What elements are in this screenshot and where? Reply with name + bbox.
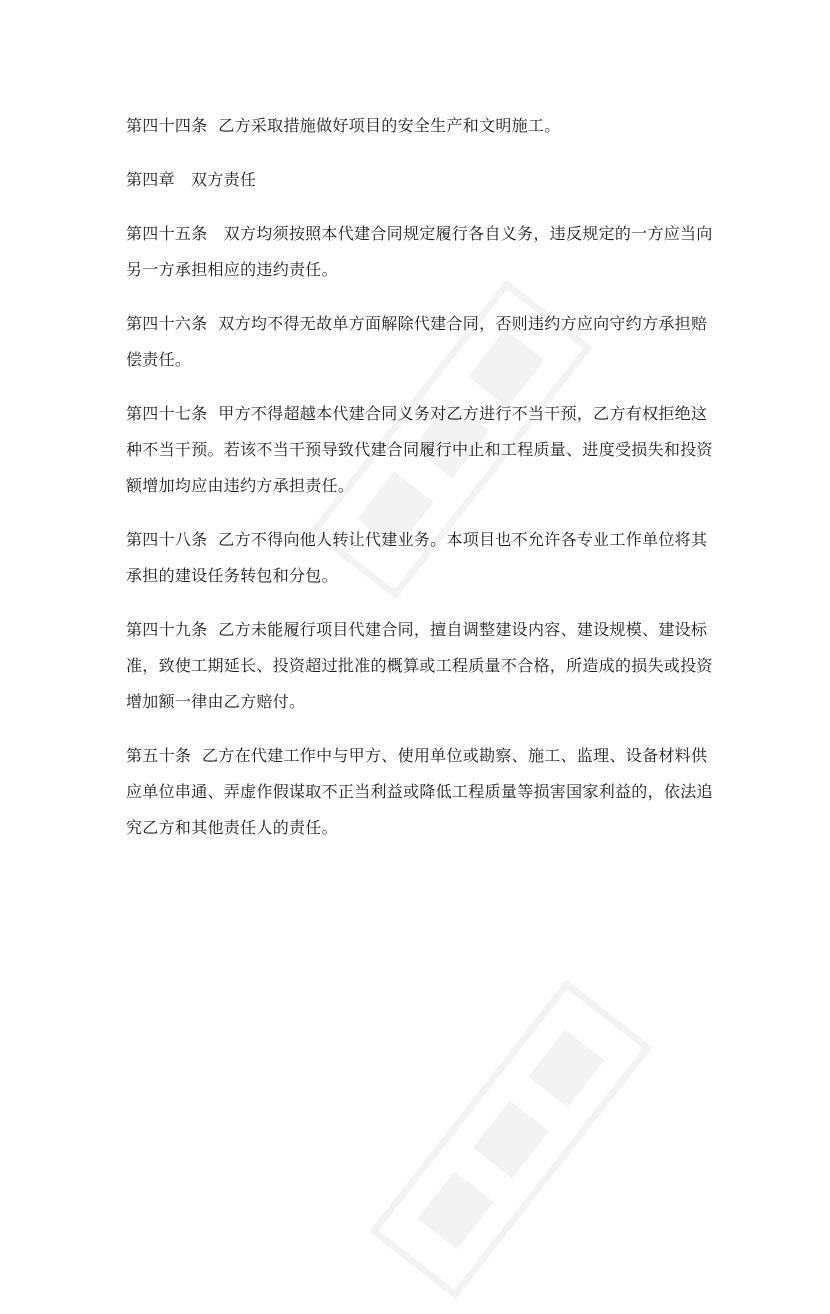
article-44: 第四十四条 乙方采取措施做好项目的安全生产和文明施工。 bbox=[126, 116, 561, 135]
article-46: 第四十六条 双方均不得无故单方面解除代建合同，否则违约方应向守约方承担赔偿责任。 bbox=[126, 314, 708, 369]
article-49: 第四十九条 乙方未能履行项目代建合同，擅自调整建设内容、建设规模、建设标准，致使工期延长、投资超过批准的概算或工程质量不合格，所造成的损失或投资增加额一律由乙方赔付。 bbox=[126, 620, 713, 711]
chapter-4-heading: 第四章 双方责任 bbox=[126, 170, 257, 189]
article-50: 第五十条 乙方在代建工作中与甲方、使用单位或勘察、施工、监理、设备材料供应单位串通、弄虚作假谋取不正当利益或降低工程质量等损害国家利益的，依法追究乙方和其他责任人的责任。 bbox=[126, 746, 713, 837]
document-body bbox=[126, 108, 716, 864]
article-47: 第四十七条 甲方不得超越本代建合同义务对乙方进行不当干预，乙方有权拒绝这种不当干预。若该不当干预导致代建合同履行中止和工程质量、进度受损失和投资额增加均应由违约方承担责任。 bbox=[126, 404, 713, 495]
article-48: 第四十八条 乙方不得向他人转让代建业务。本项目也不允许各专业工作单位将其承担的建设任务转包和分包。 bbox=[126, 530, 708, 585]
watermark-graphic bbox=[369, 979, 653, 1299]
watermark bbox=[369, 979, 671, 1313]
article-45: 第四十五条 双方均须按照本代建合同规定履行各自义务，违反规定的一方应当向另一方承担相应的违约责任。 bbox=[126, 224, 713, 279]
